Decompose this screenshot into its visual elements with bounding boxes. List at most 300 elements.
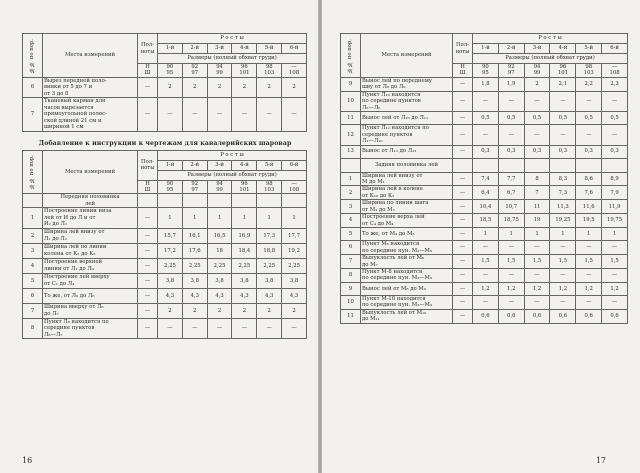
row-value: — [602, 268, 628, 282]
row-value: — [498, 241, 524, 255]
row-value: 11 [524, 200, 550, 214]
row-value: — [498, 268, 524, 282]
header-chest-size: — 108 [602, 64, 628, 78]
row-value: 0,5 [524, 112, 550, 125]
row-value: 0,6 [473, 309, 499, 323]
measurement-table-left-bottom [22, 150, 307, 340]
cell [282, 194, 307, 208]
row-value: 7,4 [473, 172, 499, 186]
header-heights-title: Р о с т ы [158, 34, 307, 44]
header-height: 4-й [232, 160, 257, 170]
row-value: 7,9 [602, 186, 628, 200]
row-fullness: — [138, 273, 158, 288]
row-fullness: — [138, 208, 158, 228]
row-value: — [576, 125, 602, 145]
row-value: 19,5 [576, 214, 602, 228]
cell [473, 158, 499, 172]
row-value: 16,1 [182, 228, 207, 243]
row-value: — [232, 318, 257, 338]
section-row [341, 158, 628, 172]
header-chest-size: 90 95 [473, 64, 499, 78]
section-row [23, 194, 307, 208]
row-value: 1,2 [498, 282, 524, 295]
row-fullness: — [453, 268, 473, 282]
header-chest-size: 92 97 [498, 64, 524, 78]
measurement-table-left-top [22, 33, 307, 132]
row-fullness: — [453, 200, 473, 214]
row-value: — [282, 98, 307, 131]
row-value: 2 [232, 303, 257, 318]
row-fullness: — [453, 255, 473, 269]
row-value: 0,5 [473, 112, 499, 125]
header-chest-size: — 108 [282, 64, 307, 78]
header-chest-size: 98 103 [576, 64, 602, 78]
row-value: 17,6 [182, 243, 207, 258]
row-value: — [473, 295, 499, 309]
row-value: 6,7 [498, 186, 524, 200]
right-page [322, 0, 640, 473]
row-value: — [498, 295, 524, 309]
row-value: — [550, 91, 576, 111]
row-value: 7,6 [576, 186, 602, 200]
table-row [341, 77, 628, 91]
table-row [341, 228, 628, 241]
header-number [341, 34, 361, 78]
cell [207, 194, 232, 208]
row-value: 1,5 [473, 255, 499, 269]
row-value: — [550, 125, 576, 145]
header-fullness: Пол- ноты [138, 150, 158, 180]
table-row [23, 243, 307, 258]
row-description: То же, от Л₅ до Л₆ [43, 288, 138, 303]
row-fullness: — [453, 112, 473, 125]
row-value: 3,8 [257, 273, 282, 288]
row-value: 2 [257, 77, 282, 97]
row-description: Вынос от Л₁₂ до Л₁₃ [361, 145, 453, 158]
row-value: 7,7 [498, 172, 524, 186]
table-row [341, 309, 628, 323]
row-value: 1,9 [498, 77, 524, 91]
row-value: 1,5 [602, 255, 628, 269]
row-value: — [473, 268, 499, 282]
table-row [341, 125, 628, 145]
row-value: 0,3 [524, 145, 550, 158]
row-value: 1 [498, 228, 524, 241]
row-value: — [602, 125, 628, 145]
row-value: 4,3 [182, 288, 207, 303]
row-value: 16,5 [207, 228, 232, 243]
row-value: 16,9 [232, 228, 257, 243]
table-row [23, 258, 307, 273]
row-value: 8,9 [602, 172, 628, 186]
row-value: 11,6 [576, 200, 602, 214]
row-number: 12 [341, 125, 361, 145]
row-value: — [207, 318, 232, 338]
header-height: 3-й [207, 44, 232, 54]
header-place: Места измерений [361, 34, 453, 78]
row-value: 15,7 [158, 228, 183, 243]
addendum-title: Добавление к инструкции к чертежам для кавалерийских шаровар [38, 139, 292, 147]
header-fullness: Пол- ноты [138, 34, 158, 64]
header-place: Места измерений [43, 150, 138, 194]
row-value: 1 [576, 228, 602, 241]
row-value: — [182, 318, 207, 338]
row-description: Ширина лей внизу от М до М₁ [361, 172, 453, 186]
row-value: — [550, 241, 576, 255]
row-number: 1 [341, 172, 361, 186]
table-row [341, 91, 628, 111]
row-value: 0,6 [524, 309, 550, 323]
row-value: 2 [182, 303, 207, 318]
row-number: 6 [23, 77, 43, 97]
row-value: 1,5 [498, 255, 524, 269]
row-number: 8 [23, 318, 43, 338]
table-row [23, 77, 307, 97]
header-height: 1-й [158, 160, 183, 170]
row-description: Выпуклость лей от М₆ до М₇ [361, 255, 453, 269]
row-description: Ширина лей в колене от К₁₀ до К₂ [361, 186, 453, 200]
row-description: Ширина лей по линии колена от К₂ до К₃ [43, 243, 138, 258]
row-description: Построение лей вверху от С₁ до Л₄ [43, 273, 138, 288]
row-value: 1,5 [550, 255, 576, 269]
cell [524, 158, 550, 172]
header-chest-size: 98 103 [257, 180, 282, 194]
row-value: 1 [158, 208, 183, 228]
row-value: 18,5 [473, 214, 499, 228]
row-value: 2 [282, 77, 307, 97]
row-description: Построение верха лей от С₄ до М₄ [361, 214, 453, 228]
row-fullness: — [453, 228, 473, 241]
row-number: 1 [23, 208, 43, 228]
header-height: 4-й [550, 44, 576, 54]
row-value: 1 [524, 228, 550, 241]
page-number-right: 17 [595, 456, 606, 465]
row-value: — [473, 125, 499, 145]
header-chest-size: 90 95 [158, 64, 183, 78]
row-value: — [550, 268, 576, 282]
row-value: 18,8 [257, 243, 282, 258]
row-value: 19 [524, 214, 550, 228]
table-row [23, 288, 307, 303]
left-page [0, 0, 318, 473]
row-value: 1,2 [576, 282, 602, 295]
row-value: 0,6 [498, 309, 524, 323]
row-value: 0,3 [473, 145, 499, 158]
header-number-label: №№ по пор. [29, 155, 36, 189]
row-value: 1,5 [524, 255, 550, 269]
header-height: 2-й [498, 44, 524, 54]
row-value: — [524, 295, 550, 309]
row-fullness: — [453, 186, 473, 200]
row-description: Вынос лей от Л₁₀ до Л₁₁ [361, 112, 453, 125]
table-row [23, 228, 307, 243]
row-value: 2,25 [257, 258, 282, 273]
row-number: 9 [341, 77, 361, 91]
cell [453, 158, 473, 172]
row-number: 5 [341, 228, 361, 241]
header-number [23, 150, 43, 194]
row-number: 7 [341, 255, 361, 269]
row-value: — [524, 91, 550, 111]
row-value: — [602, 241, 628, 255]
row-value: 2,1 [550, 77, 576, 91]
header-heights-title: Р о с т ы [473, 34, 628, 44]
row-value: 4,3 [232, 288, 257, 303]
table-row [23, 273, 307, 288]
row-value: — [602, 91, 628, 111]
header-number-label: №№ по пор. [347, 38, 354, 73]
row-fullness: — [453, 172, 473, 186]
header-chest-size: 94 99 [524, 64, 550, 78]
table-row [341, 255, 628, 269]
row-value: — [257, 98, 282, 131]
row-value: 1 [257, 208, 282, 228]
row-value: 4,3 [158, 288, 183, 303]
row-value: 8 [524, 172, 550, 186]
row-fullness: — [138, 243, 158, 258]
row-number: 2 [23, 228, 43, 243]
table-row [23, 98, 307, 131]
row-value: 2,25 [158, 258, 183, 273]
row-value: 1 [232, 208, 257, 228]
row-number: 3 [341, 200, 361, 214]
row-value: 2 [257, 303, 282, 318]
row-value: 7 [524, 186, 550, 200]
table-body [341, 77, 628, 323]
row-value: 10,7 [498, 200, 524, 214]
row-fullness: — [138, 77, 158, 97]
row-value: 1 [282, 208, 307, 228]
header-row [23, 150, 307, 160]
row-value: — [498, 91, 524, 111]
row-fullness: — [453, 309, 473, 323]
row-value: 17,3 [257, 228, 282, 243]
row-description: Тканевый карман для часов вырезается прямоугольной полос- ской длиной 21 см и шириной 1 см [43, 98, 138, 131]
row-fullness: — [453, 295, 473, 309]
table-row [341, 200, 628, 214]
table-row [341, 241, 628, 255]
header-height: 2-й [182, 44, 207, 54]
header-chest-size: 94 99 [207, 180, 232, 194]
row-value: — [576, 268, 602, 282]
row-value: — [550, 295, 576, 309]
row-value: 2 [232, 77, 257, 97]
row-fullness: — [138, 288, 158, 303]
row-fullness: — [453, 241, 473, 255]
header-chest-size: 90 95 [158, 180, 183, 194]
row-number: 11 [341, 112, 361, 125]
row-value: 17,2 [158, 243, 183, 258]
row-description: Построение верхней линии от Л₂ до Л₄ [43, 258, 138, 273]
row-value: 6,4 [473, 186, 499, 200]
header-chest-size: 92 97 [182, 64, 207, 78]
row-value: 4,3 [257, 288, 282, 303]
row-value: — [576, 91, 602, 111]
row-number: 5 [23, 273, 43, 288]
cell [576, 158, 602, 172]
cell [498, 158, 524, 172]
row-fullness: — [453, 145, 473, 158]
cell [341, 158, 361, 172]
row-fullness: — [453, 91, 473, 111]
header-sizes: Размеры (полный обхват груди) [158, 54, 307, 64]
row-number: 11 [341, 309, 361, 323]
row-value: 8,6 [576, 172, 602, 186]
table-row [341, 214, 628, 228]
header-chest-size: 96 101 [232, 180, 257, 194]
row-description: Пункт Л₁₀ находится по середине пунктов Л₅—Л₆ [361, 91, 453, 111]
table-row [341, 186, 628, 200]
row-value: 7,3 [550, 186, 576, 200]
header-heights-title: Р о с т ы [158, 150, 307, 160]
table-row [341, 145, 628, 158]
row-value: — [182, 98, 207, 131]
header-number [23, 34, 43, 78]
row-number: 8 [341, 268, 361, 282]
row-description: То же, от М₄ до М₅ [361, 228, 453, 241]
table-row [23, 318, 307, 338]
row-fullness: — [453, 214, 473, 228]
row-value: — [158, 318, 183, 338]
row-value: 0,5 [550, 112, 576, 125]
section-title: Передняя половинка лей [43, 194, 138, 208]
table-body [23, 194, 307, 339]
header-height: 6-й [282, 44, 307, 54]
row-value: 0,6 [576, 309, 602, 323]
row-value: 1,2 [524, 282, 550, 295]
row-description: Вынос лей по переднему шву от Л₈ до Л₉ [361, 77, 453, 91]
row-number: 3 [23, 243, 43, 258]
header-number-label: №№ по пор. [29, 38, 36, 73]
row-value: 4,3 [207, 288, 232, 303]
header-sizes: Размеры (полный обхват груди) [158, 170, 307, 180]
table-header [23, 150, 307, 194]
row-value: 2,2 [576, 77, 602, 91]
row-value: — [473, 91, 499, 111]
row-value: 1,8 [473, 77, 499, 91]
header-chest-size: 96 101 [550, 64, 576, 78]
header-height: 1-й [473, 44, 499, 54]
row-value: — [602, 295, 628, 309]
row-value: — [524, 125, 550, 145]
row-fullness: — [138, 303, 158, 318]
row-value: 2,25 [207, 258, 232, 273]
header-height: 3-й [524, 44, 550, 54]
header-height: 1-й [158, 44, 183, 54]
row-fullness: — [138, 228, 158, 243]
row-value: 18 [207, 243, 232, 258]
header-height: 5-й [257, 44, 282, 54]
row-value: 19,75 [602, 214, 628, 228]
row-value: 0,5 [576, 112, 602, 125]
header-fullness-values: Н Ш [138, 64, 158, 78]
table-row [23, 208, 307, 228]
table-row [23, 303, 307, 318]
header-height: 2-й [182, 160, 207, 170]
row-value: 18,75 [498, 214, 524, 228]
row-number: 9 [341, 282, 361, 295]
row-number: 10 [341, 295, 361, 309]
row-description: Ширина вверху от Л₆ до Л₇ [43, 303, 138, 318]
row-number: 6 [23, 288, 43, 303]
row-value: 0,3 [498, 145, 524, 158]
row-value: 2,3 [602, 77, 628, 91]
row-value: 19,2 [282, 243, 307, 258]
measurement-table-right [340, 33, 628, 324]
row-fullness: — [138, 318, 158, 338]
row-fullness: — [453, 77, 473, 91]
table-row [341, 268, 628, 282]
row-value: 2 [158, 303, 183, 318]
row-value: 11,3 [550, 200, 576, 214]
row-value: — [524, 241, 550, 255]
row-value: 3,8 [158, 273, 183, 288]
row-number: 10 [341, 91, 361, 111]
row-number: 4 [341, 214, 361, 228]
header-fullness-values: Н Ш [453, 64, 473, 78]
row-value: 18,4 [232, 243, 257, 258]
row-value: 3,8 [207, 273, 232, 288]
row-fullness: — [453, 125, 473, 145]
row-value: 10,4 [473, 200, 499, 214]
header-height: 4-й [232, 44, 257, 54]
row-description: Выпуклость лей от М₁₀ до М₁₁ [361, 309, 453, 323]
row-value: 2 [282, 303, 307, 318]
row-description: Вырез передней поло- винки от 5 до 7 и от 3 до 8 [43, 77, 138, 97]
row-value: 1,5 [576, 255, 602, 269]
row-value: 17,7 [282, 228, 307, 243]
row-value: 0,3 [602, 145, 628, 158]
row-description: Ширина лей внизу от Л₁ до Л₂ [43, 228, 138, 243]
header-height: 3-й [207, 160, 232, 170]
row-value: 19,25 [550, 214, 576, 228]
section-title: Задняя половинка лей [361, 158, 453, 172]
cell [23, 194, 43, 208]
header-chest-size: 94 99 [207, 64, 232, 78]
row-value: 0,3 [576, 145, 602, 158]
table-row [341, 172, 628, 186]
header-height: 5-й [576, 44, 602, 54]
header-chest-size: 96 101 [232, 64, 257, 78]
row-value: 0,5 [602, 112, 628, 125]
row-number: 6 [341, 241, 361, 255]
header-fullness-values: Н Ш [138, 180, 158, 194]
row-value: 2 [207, 77, 232, 97]
header-sizes: Размеры (полный обхват груди) [473, 54, 628, 64]
row-value: 2 [524, 77, 550, 91]
header-chest-size: 98 103 [257, 64, 282, 78]
row-description: Пункт М-10 находится по середине пун. М₃—М₉ [361, 295, 453, 309]
row-value: 2 [207, 303, 232, 318]
row-value: 8,3 [550, 172, 576, 186]
row-value: 4,3 [282, 288, 307, 303]
cell [158, 194, 183, 208]
table-header [23, 34, 307, 78]
page-number-left: 16 [22, 456, 33, 465]
header-row [341, 34, 628, 44]
header-chest-size: 92 97 [182, 180, 207, 194]
header-chest-size: — 108 [282, 180, 307, 194]
row-value: 1,2 [473, 282, 499, 295]
row-value: 1,2 [550, 282, 576, 295]
cell [257, 194, 282, 208]
header-height: 5-й [257, 160, 282, 170]
cell [232, 194, 257, 208]
row-description: Пункт М-8 находится по середине пун. М₃—М₅ [361, 268, 453, 282]
row-number: 7 [23, 98, 43, 131]
row-value: 3,8 [282, 273, 307, 288]
table-header [341, 34, 628, 78]
